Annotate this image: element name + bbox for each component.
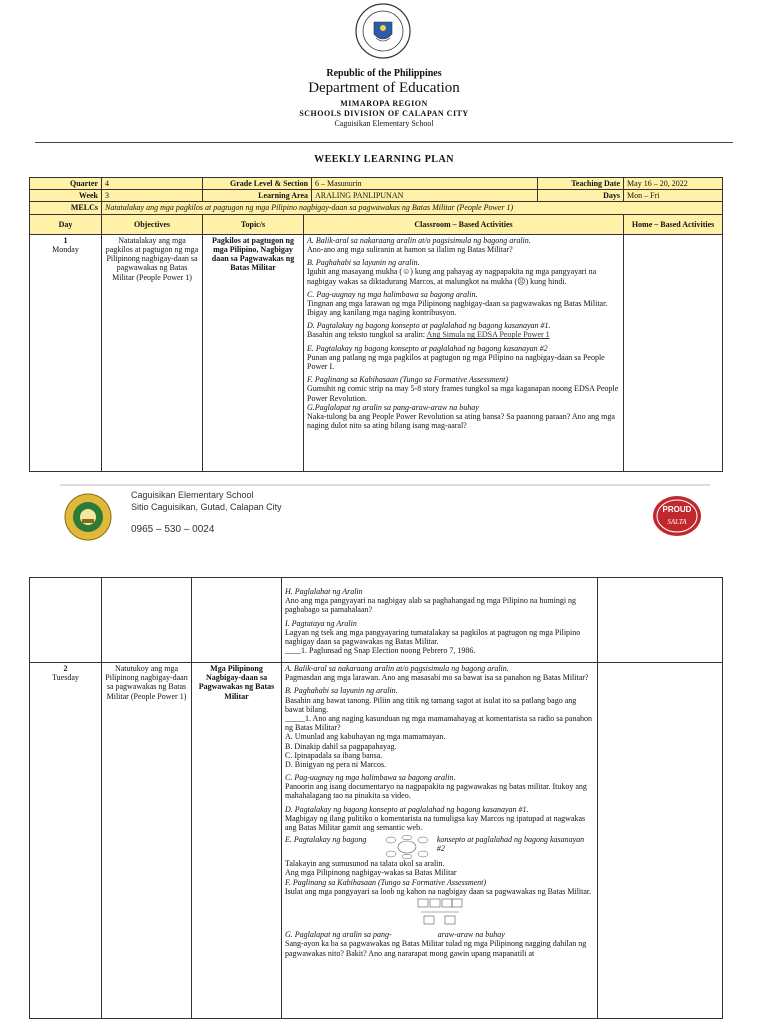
footer-phone: 0965 – 530 – 0024 — [131, 524, 215, 535]
footer-divider — [60, 484, 710, 486]
tue-b-option-d: D. Binigyan ng pera ni Marcos. — [285, 759, 387, 769]
mon-i-item: ____1. Paglunsad ng Snap Election noong Pebrero 7, 1986. — [285, 646, 476, 656]
monday-day: Monday — [52, 244, 79, 254]
tue-e-text-2: Ang mga Pilipinong nagbigay-wakas sa Batas Militar — [285, 868, 457, 878]
region-line: MIMAROPA REGION — [340, 99, 428, 108]
school-line: Caguisikan Elementary School — [334, 119, 434, 128]
tue-b-option-a: A. Umunlad ang kabuhayan ng mga mamamayan. — [285, 732, 446, 742]
tue-a-heading: A. Balik-aral sa nakaraang aralin at/o pagsisimula ng bagong aralin. — [285, 664, 509, 673]
tuesday-topic: Mga Pilipinong Nagbigay-daan sa Pagwawakas ng Batas Militar — [192, 663, 282, 1019]
quarter-label: Quarter — [30, 178, 102, 190]
division-line: SCHOOLS DIVISION OF CALAPAN CITY — [299, 109, 469, 118]
mon-c-text: Tingnan ang mga larawan ng mga Pilipinong nagbigay-daan sa pagwawakas ng Batas Militar. Ibigay ang kanilang mga naging kontribusyon. — [307, 298, 608, 318]
col-home: Home – Based Activities — [624, 214, 723, 234]
monday-home — [624, 234, 723, 471]
deped-seal-icon — [354, 2, 412, 60]
days-value: Mon – Fri — [624, 190, 723, 202]
tue-b-question: _____1. Ano ang naging kasunduan ng mga mamamahayag at komentarista sa radio sa panahon ng Batas Militar? — [285, 713, 593, 733]
learning-area-value: ARALING PANLIPUNAN — [312, 190, 538, 202]
mon-i-text: Lagyan ng tsek ang mga pangyayaring tumatalakay sa pagkilos at pagtugon ng mga Pilipino nagbigay daan sa pagwawakas ng Batas Militar. — [285, 627, 581, 646]
tuesday-home — [598, 663, 723, 1019]
info-row-week — [30, 190, 723, 202]
mon-d-heading: D. Pagtalakay ng bagong konsepto at paglalahad ng bagong kasanayan #1. — [307, 321, 551, 331]
mon-h-heading: H. Paglalahat ng Aralin — [285, 587, 363, 596]
tue-b-text: Basahin ang bawat tanong. Piliin ang titik ng tamang sagot at isulat ito sa patlang bago ang bawat bilang. — [285, 695, 577, 714]
mon-h-text: Ano ang mga pangyayari na nagbigay alab sa paghahangad ng mga Pilipino na humingi ng pagbabago sa pamahalaan? — [285, 596, 577, 615]
mon-a-text: Ano-ano ang mga suliranin at hamon sa ilalim ng Batas Militar? — [307, 244, 513, 254]
week-label: Week — [30, 190, 102, 202]
footer-school: Caguisikan Elementary School — [131, 490, 254, 500]
tuesday-row — [30, 663, 723, 1019]
mon-f-text: Gumuhit ng comic strip na may 5-8 story frames tungkol sa mga kaganapan noong EDSA People Power Revolution. — [307, 384, 619, 403]
monday-cont-day — [30, 578, 102, 663]
monday-cont-objective — [102, 578, 192, 663]
school-logo-icon — [64, 493, 112, 541]
weekly-plan-table-page2 — [29, 577, 723, 1019]
weekly-plan-table-page1 — [29, 177, 723, 472]
tue-c-text: Panoorin ang isang documentaryo na nagpapakita ng pagwawakas ng batas militar. Itukoy ang mahahalagang tao na pinakita sa video. — [285, 782, 587, 801]
tuesday-activities — [282, 663, 598, 1019]
tuesday-day: Tuesday — [52, 673, 79, 683]
monday-activities-continued — [282, 578, 598, 663]
tue-g-text: Sang-ayon ka ba sa pagwawakas ng Batas Militar tulad ng mga Pilipinong nagging dahilan ng pagwawakas nito? Bakit? Ano ang nararapat mong gawin upang mapanatili at — [285, 939, 587, 958]
teaching-date-label: Teaching Date — [538, 178, 624, 190]
tue-g-heading-2: araw-araw na buhay — [437, 930, 505, 940]
monday-num: 1 — [63, 235, 68, 245]
monday-row — [30, 234, 723, 471]
melcs-value: Natatalakay ang mga pagkilos at pagtugon ng mga Pilipino nagbigay-daan sa pagwawakas ng Batas Militar (People Power 1) — [102, 202, 723, 214]
tue-e-text-1: Talakayin ang sumusunod na talata ukol sa aralin. — [285, 859, 445, 869]
quarter-value: 4 — [102, 178, 203, 190]
mon-c-heading: C. Pag-uugnay ng mga halimbawa sa bagong aralin. — [307, 289, 478, 299]
melcs-label: MELCs — [30, 202, 102, 214]
tue-b-option-b: B. Dinakip dahil sa pagpapahayag. — [285, 741, 397, 751]
mon-b-text: Iguhit ang masayang mukha (☺) kung ang pahayag ay nagpapakita ng mga pangyayari na nagbigay wakas sa diktadurang Marcos, at malungkot na mukha (☹) kung hindi. — [307, 267, 597, 286]
monday-activities — [304, 234, 624, 471]
days-label: Days — [538, 190, 624, 202]
tue-a-text: Pagmasdan ang mga larawan. Ano ang masasabi mo sa bawat isa sa panahon ng Batas Militar? — [285, 673, 589, 683]
grade-label: Grade Level & Section — [203, 178, 312, 190]
tue-f-heading: F. Paglinang sa Kabihasaan (Tungo sa Formative Assessment) — [285, 877, 487, 887]
mon-a-heading: A. Balik-aral sa nakaraang aralin at/o pagsisimula ng bagong aralin. — [307, 235, 531, 245]
tue-b-heading: B. Paghahabi sa layunin ng aralin. — [285, 686, 398, 696]
col-objectives: Objectives — [102, 214, 203, 234]
tue-e-heading-2: konsepto at paglalahad ng bagong kasanayan #2 — [436, 835, 585, 854]
mon-d-text: Basahin ang teksto tungkol sa aralin: — [307, 330, 425, 340]
department-title: Department of Education — [308, 80, 460, 96]
tue-g-heading-1: G. Paglalapat ng aralin sa pang- — [285, 930, 392, 940]
tue-d-heading: D. Pagtalakay ng bagong konsepto at paglalahad ng bagong kasanayan #1. — [285, 804, 529, 814]
mon-g-heading: G.Paglalapat ng aralin sa pang-araw-araw na buhay — [307, 402, 479, 412]
republic-line: Republic of the Philippines — [326, 68, 442, 79]
footer-address: Sitio Caguisikan, Gutad, Calapan City — [131, 502, 282, 512]
teaching-date-value: May 16 – 20, 2022 — [624, 178, 723, 190]
tue-e-heading-1: E. Pagtalakay ng bagong — [285, 835, 367, 845]
tue-c-heading: C. Pag-uugnay ng mga halimbawa sa bagong aralin. — [285, 773, 456, 783]
monday-topic: Pagkilos at pagtugon ng mga Pilipino, Nagbigay daan sa Pagwawakas ng Batas Militar — [203, 234, 304, 471]
week-value: 3 — [102, 190, 203, 202]
mon-d-link[interactable]: Ang Simula ng EDSA People Power 1 — [426, 330, 550, 340]
tuesday-objective: Natutukoy ang mga Pilipinong nagbigay-daan sa pagwawakas ng Batas Militar (People Power 1) — [102, 663, 192, 1019]
info-row-melcs — [30, 202, 723, 214]
mon-e-text: Punan ang patlang ng mga pagkilos at pagtugon ng mga Pilipino na nagbigay-daan sa People Power I. — [307, 352, 605, 371]
semantic-web-diagram-icon — [385, 835, 429, 859]
info-row-quarter — [30, 178, 723, 190]
mon-e-heading: E. Pagtalakay ng bagong konsepto at paglalahad ng bagong kasanayan #2 — [307, 343, 548, 353]
column-header-row — [30, 214, 723, 234]
box-diagram-icon — [417, 898, 463, 926]
monday-cont-home — [598, 578, 723, 663]
tue-d-text: Magbigay ng ilang pulitiko o komentarista na tumuligsa kay Marcos ng ipatupad at nagwakas ang Batas Militar gamit ang semantic web. — [285, 813, 586, 832]
tue-f-text: Isulat ang mga pangyayari sa loob ng kahon na nagbigay daan sa pagwawakas ng Batas Militar. — [285, 886, 592, 896]
tuesday-num: 2 — [63, 664, 68, 673]
monday-continued-row — [30, 578, 723, 663]
monday-cont-topic — [192, 578, 282, 663]
col-day: Day — [30, 214, 102, 234]
tue-b-option-c: C. Ipinapadala sa ibang bansa. — [285, 750, 383, 760]
mon-f-heading: F. Paglinang sa Kabihasaan (Tungo sa Formative Assessment) — [307, 375, 509, 385]
badge-bottom-text: SALTA — [667, 518, 687, 526]
header-divider — [35, 142, 733, 143]
proud-badge-icon — [652, 494, 702, 538]
mon-i-heading: I. Pagtataya ng Aralin — [285, 618, 357, 628]
grade-value: 6 – Masunurin — [312, 178, 538, 190]
learning-area-label: Learning Area — [203, 190, 312, 202]
mon-g-text: Naka-tulong ba ang People Power Revolution sa ating bansa? Sa paanong paraan? Ano ang mga naging dulot nito sa ating bilang isang mag-aaral? — [307, 411, 615, 431]
mon-b-heading: B. Paghahabi sa layunin ng aralin. — [307, 258, 420, 268]
badge-top-text: PROUD — [662, 505, 692, 514]
col-topics: Topic/s — [203, 214, 304, 234]
plan-title: WEEKLY LEARNING PLAN — [314, 154, 454, 165]
monday-objective: Natatalakay ang mga pagkilos at pagtugon ng mga Pilipinong nagbigay-daan sa pagwawakas ng Batas Militar (People Power 1) — [102, 234, 203, 471]
col-classroom: Classroom – Based Activities — [304, 214, 624, 234]
